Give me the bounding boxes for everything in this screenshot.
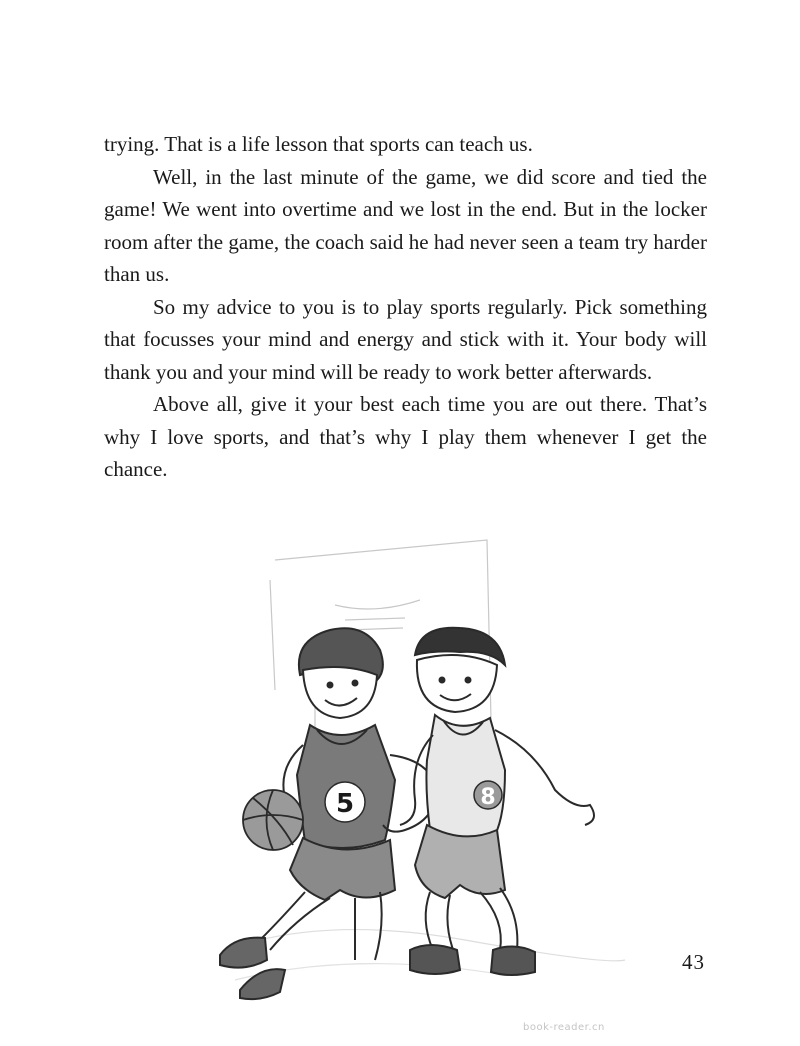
paragraph-2: Well, in the last minute of the game, we did score and tied the game! We went into overtime and we lost in the end. But in the locker room after the game, the coach said he had never seen a team try harder than us. bbox=[104, 164, 707, 286]
jersey-number-five-badge bbox=[325, 782, 365, 822]
watermark: book-reader.cn bbox=[523, 1022, 605, 1033]
paragraph-1: trying. That is a life lesson that sports can teach us. bbox=[104, 132, 533, 156]
jersey-number-eight-badge bbox=[474, 781, 502, 810]
basketball-players-illustration bbox=[205, 520, 635, 1020]
basketball-icon bbox=[243, 790, 303, 850]
page-number: 43 bbox=[682, 950, 705, 974]
jersey-number-five: 5 bbox=[335, 789, 355, 819]
jersey-number-eight: 8 bbox=[480, 785, 496, 810]
body-text bbox=[104, 128, 707, 486]
paragraph-4: Above all, give it your best each time you are out there. That’s why I love sports, and that’s why I play them whenever I get the chance. bbox=[104, 392, 707, 481]
paragraph-3: So my advice to you is to play sports regularly. Pick something that focusses your mind and energy and stick with it. Your body will thank you and your mind will be ready to work better afterwards. bbox=[104, 294, 707, 384]
